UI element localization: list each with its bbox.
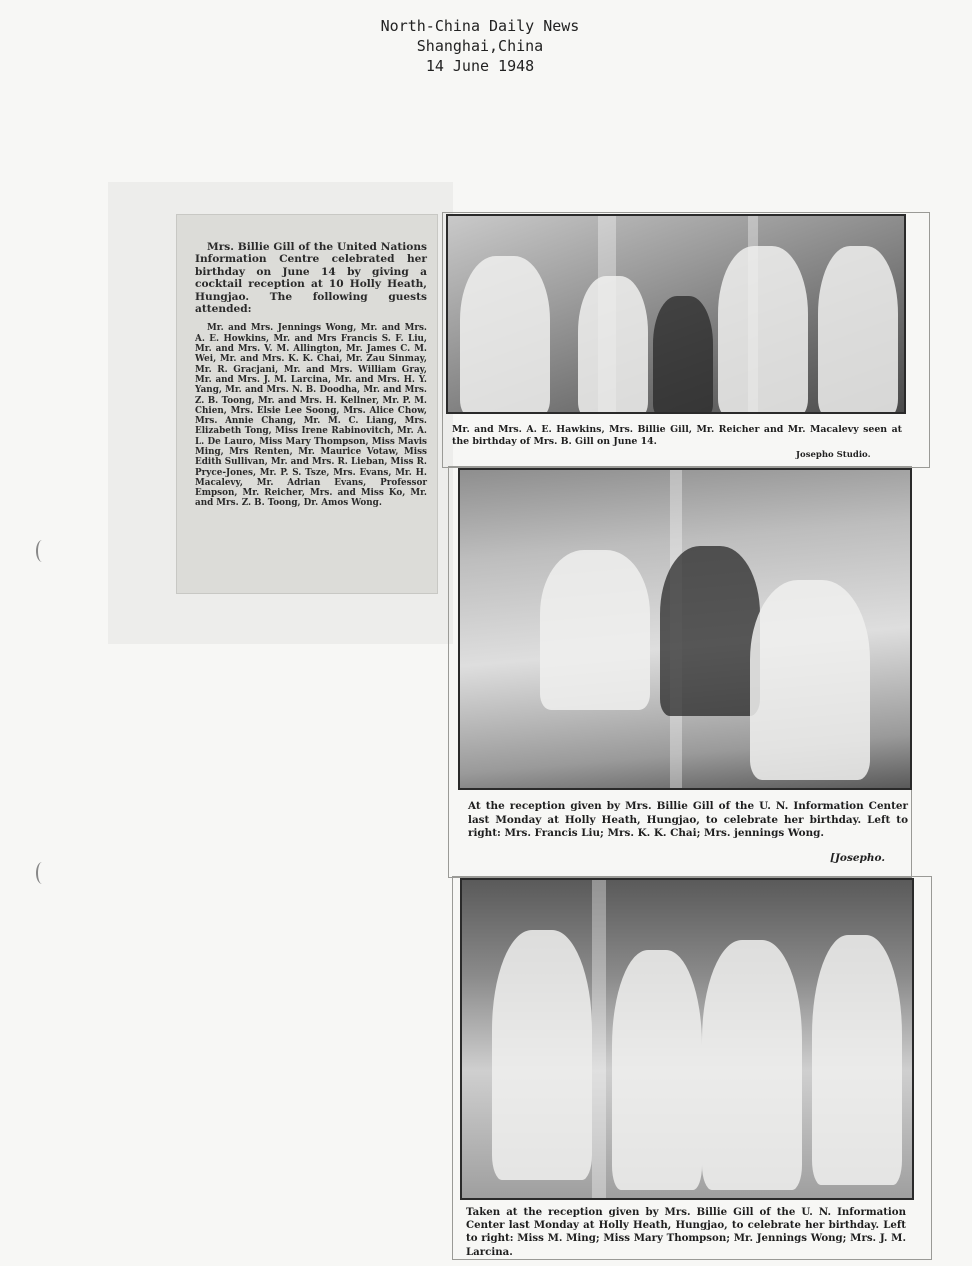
guest-list: Mr. and Mrs. Jennings Wong, Mr. and Mrs. A. E. Howkins, Mr. and Mrs Francis S. F. Liu, Mr. and Mrs. V. M. Allington, Mr. James C. M. Wei, Mr. and Mrs. K. K. Chai, Mr. Zau Sinmay, Mr. R. Gracjani, Mr. and Mrs. William Gray, Mr. and Mrs. J. M. Larcina, Mr. and Mrs. H. Y. Yang, Mr. and Mrs. N. B. Doodha, Mr. and Mrs. Z. B. Toong, Mr. and Mrs. H. Kellner, Mr. P. M. Chien, Mrs. Elsie Lee Soong, Mrs. Alice Chow, Mrs. Annie Chang, Mr. M. C. Liang, Mrs. Elizabeth Tong, Miss Irene Rabinovitch, Mr. A. L. De Lauro, Miss Mary Thompson, Miss Mavis Ming, Mrs Renten, Mr. Maurice Votaw, Miss Edith Sullivan, Mr. and Mrs. R. Lieban, Miss R. Pryce-Jones, Mr. P. S. Tsze, Mrs. Evans, Mr. H. Macalevy, Mr. Adrian Evans, Professor Empson, Mr. Reicher, Mrs. and Miss Ko, Mr. and Mrs. Z. B. Toong, Dr. Amos Wong. — [195, 323, 427, 509]
newspaper-name: North-China Daily News — [380, 17, 580, 35]
photo-3 — [460, 878, 914, 1200]
photo-1-credit: Josepho Studio. — [796, 450, 871, 460]
article-clipping — [176, 214, 438, 594]
document-header — [0, 16, 972, 76]
photo-2-caption: At the reception given by Mrs. Billie Gill of the U. N. Information Center last Monday at Holly Heath, Hungjao, to celebrate her birthday. Left to right: Mrs. Francis Liu; Mrs. K. K. Chai; Mrs. jennings Wong. — [468, 800, 908, 840]
photo-2-credit: [Josepho. — [830, 852, 885, 864]
article-intro: Mrs. Billie Gill of the United Nations Information Centre celebrated her birthday on June 14 by giving a cocktail reception at 10 Holly Heath, Hungjao. The following guests attended: — [195, 241, 427, 316]
photo-1 — [446, 214, 906, 414]
location: Shanghai,China — [416, 37, 544, 55]
photo-2 — [458, 468, 912, 790]
photo-3-caption: Taken at the reception given by Mrs. Billie Gill of the U. N. Information Center last Monday at Holly Heath, Hungjao, to celebrate her birthday. Left to right: Miss M. Ming; Miss Mary Thompson; Mr. Jennings Wong; Mrs. J. M. Larcina. — [466, 1206, 906, 1258]
publication-date: 14 June 1948 — [425, 57, 535, 75]
punch-hole-mark — [36, 540, 48, 562]
photo-1-caption: Mr. and Mrs. A. E. Hawkins, Mrs. Billie Gill, Mr. Reicher and Mr. Macalevy seen at the birthday of Mrs. B. Gill on June 14. — [452, 424, 902, 447]
punch-hole-mark — [36, 862, 48, 884]
